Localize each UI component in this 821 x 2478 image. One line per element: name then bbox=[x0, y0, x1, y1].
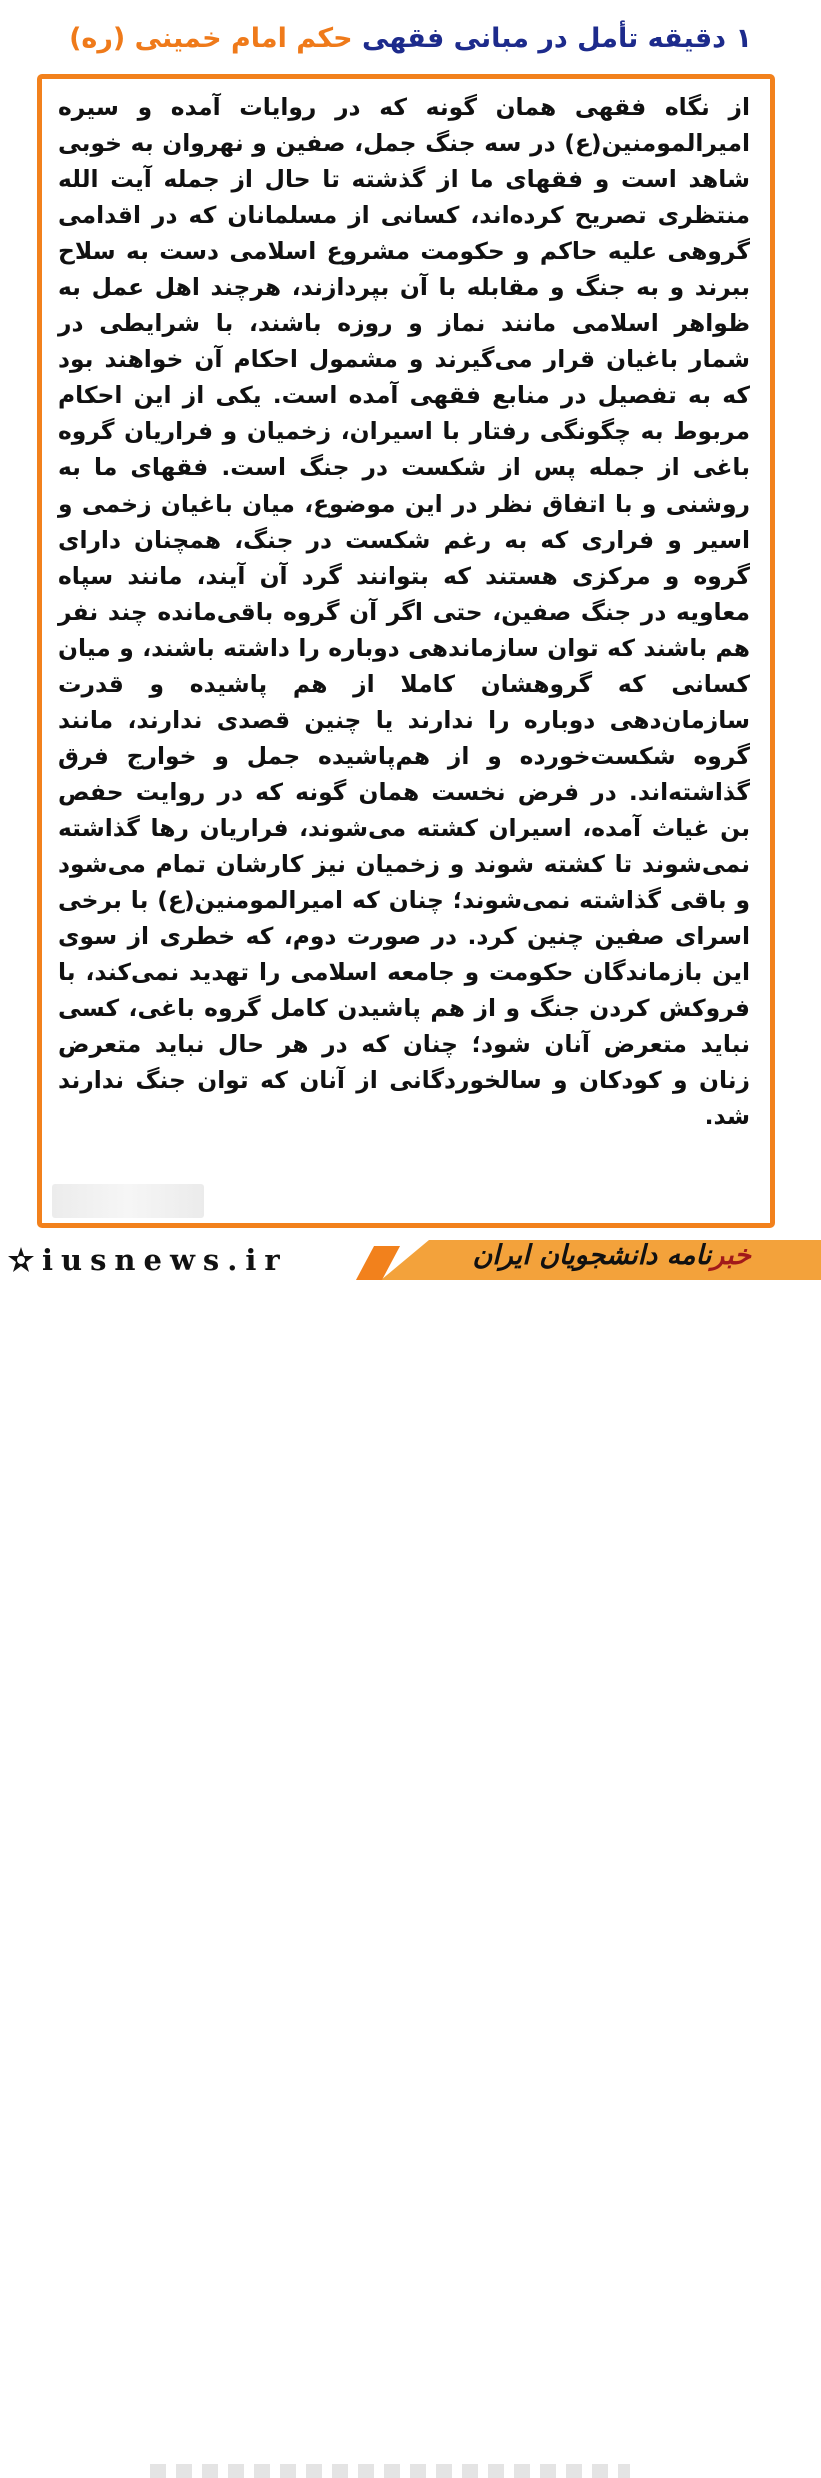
brand-prefix: خبر bbox=[711, 1240, 751, 1271]
page-title bbox=[69, 23, 752, 54]
footer bbox=[0, 1232, 821, 1280]
title-highlight: حکم امام خمینی (ره) bbox=[69, 22, 353, 54]
brand-name: نامه دانشجویان ایران bbox=[472, 1240, 712, 1271]
header bbox=[0, 0, 821, 76]
faded-text-line bbox=[150, 2464, 630, 2478]
site-url[interactable]: iusnews.ir bbox=[42, 1243, 288, 1277]
blurred-region bbox=[52, 1184, 204, 1218]
brand-logo bbox=[472, 1236, 751, 1276]
title-main: ۱ دقیقه تأمل در مبانی فقهی bbox=[362, 22, 752, 54]
article-text: از نگاه فقهی همان گونه که در روایات آمده و سیره امیرالمومنین(ع) در سه جنگ جمل، صفین و نهروان به خوبی شاهد است و فقهای ما از گذشته تا حال از جمله آیت الله منتظری تصریح کرده‌اند، کسانی از مسلمانان که در اقدامی گروهی علیه حاکم و حکومت مشروع اسلامی دست به سلاح ببرند و به جنگ و مقابله با آن بپردازند، هرچند اهل عمل به ظواهر اسلامی مانند نماز و روزه باشند، با شرایطی در شمار باغیان قرار می‌گیرند و مشمول احکام آن خواهند بود که به تفصیل در منابع فقهی آمده است. یکی از این احکام مربوط به چگونگی رفتار با اسیران، زخمیان و فراریان گروه باغی از جمله پس از شکست در جنگ است. فقهای ما به روشنی و با اتفاق نظر در این موضوع، میان باغیان زخمی و اسیر و فراری که به رغم شکست در جنگ، همچنان دارای گروه و مرکزی هستند که بتوانند گرد آن آیند، مانند سپاه معاویه در جنگ صفین، حتی اگر آن گروه باقی‌مانده چند نفر هم باشند که توان سازماندهی دوباره را داشته باشند، و میان کسانی که گروهشان کاملا از هم پاشیده و قدرت سازمان‌دهی دوباره را ندارند یا چنین قصدی ندارند، مانند گروه شکست‌خورده و از هم‌پاشیده جمل و خوارج فرق گذاشته‌اند. در فرض نخست همان گونه که در روایت حفص بن غیاث آمده، اسیران کشته می‌شوند، فراریان رها گذاشته نمی‌شوند تا کشته شوند و زخمیان نیز کارشان تمام می‌شود و باقی گذاشته نمی‌شوند؛ چنان که امیرالمومنین(ع) با برخی اسرای صفین چنین کرد. در صورت دوم، که خطری از سوی این بازماندگان حکومت و جامعه اسلامی را تهدید نمی‌کند، با فروکش کردن جنگ و از هم پاشیدن کامل گروه باغی، کسی نباید متعرض آنان شود؛ چنان که در هر حال نباید متعرض زنان و کودکان و سالخوردگانی از آنان که توان جنگ ندارند شد. bbox=[58, 93, 750, 1131]
site-logo-icon bbox=[6, 1246, 36, 1274]
article-box bbox=[37, 74, 775, 1228]
